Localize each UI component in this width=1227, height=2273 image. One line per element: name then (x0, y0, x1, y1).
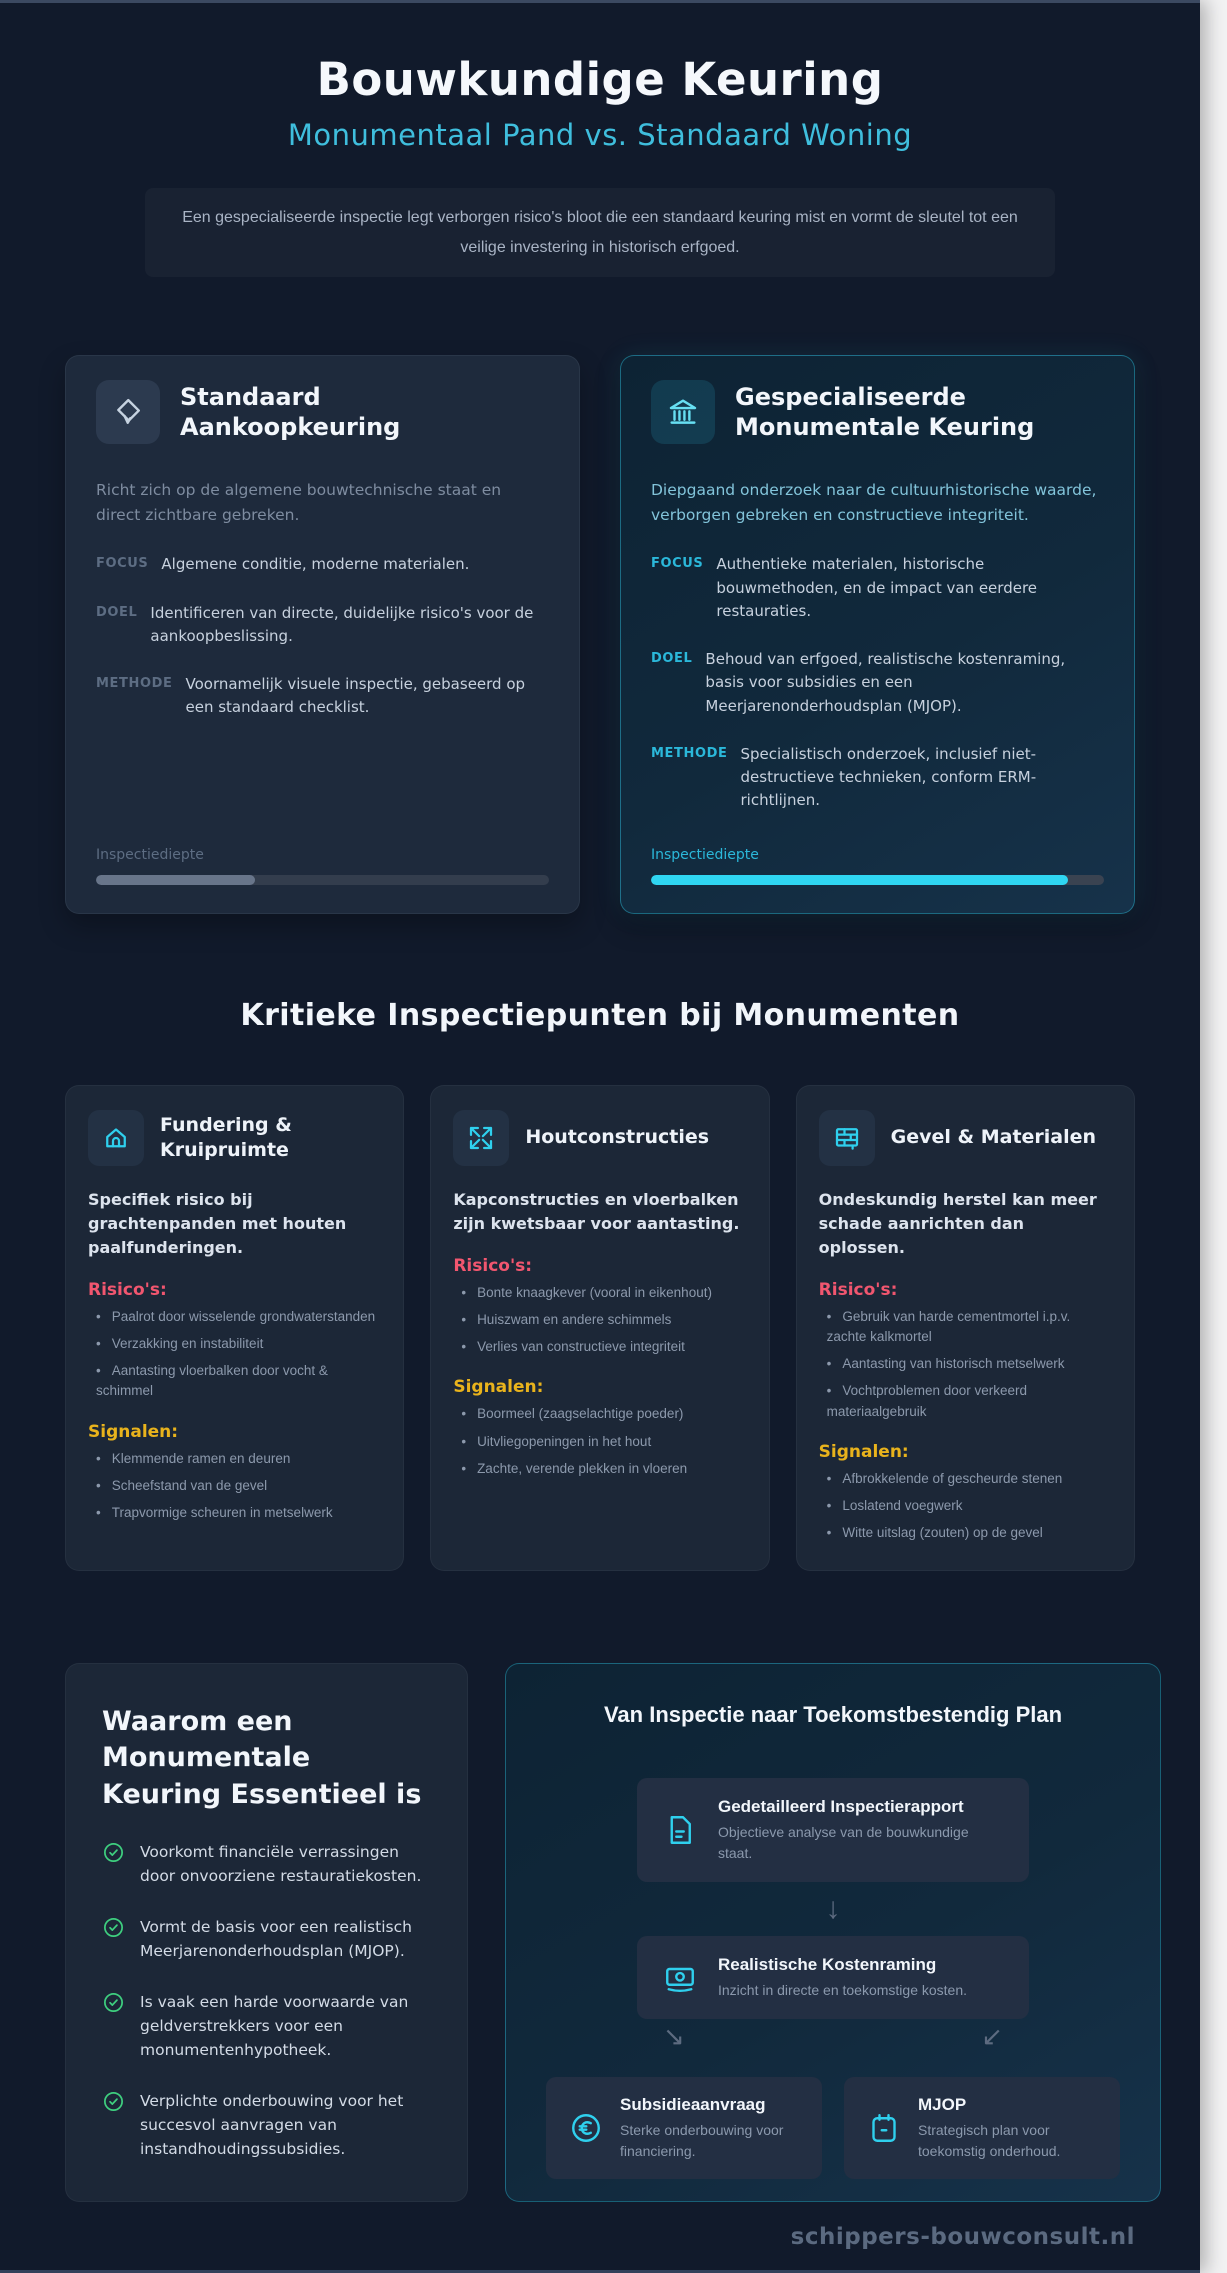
flow-step-mjop (844, 2077, 1120, 2179)
checkpoint-pin-icon (96, 380, 160, 444)
row-label: METHODE (651, 745, 728, 761)
risk-item: • Huiszwam en andere schimmels (453, 1310, 746, 1330)
risk-item: • Aantasting van historisch metselwerk (819, 1354, 1112, 1374)
row-label: FOCUS (96, 556, 149, 572)
row-text: Behoud van erfgoed, realistische kostenraming, basis voor subsidies en een Meerjarenonderhoudsplan (MJOP). (705, 650, 1066, 715)
risk-item: • Verlies van constructieve integriteit (453, 1337, 746, 1357)
why-item (102, 1840, 431, 1888)
signal-item: • Afbrokkelende of gescheurde stenen (819, 1469, 1112, 1489)
page-subtitle: Monumentaal Pand vs. Standaard Woning (287, 118, 913, 152)
row-text: Voornamelijk visuele inspectie, gebaseerd op een standaard checklist. (185, 675, 526, 717)
card-description: Richt zich op de algemene bouwtechnische staat en direct zichtbare gebreken. (96, 481, 502, 525)
flow-step-subtitle: Sterke onderbouwing voor financiering. (620, 2122, 784, 2159)
flow-step-title: Subsidieaanvraag (620, 2095, 766, 2115)
card-title: Fundering & Kruipruimte (160, 1113, 292, 1161)
foundation-card (65, 1085, 404, 1571)
wood-structures-card (430, 1085, 769, 1571)
methode-row (651, 743, 1104, 813)
flow-step-subtitle: Inzicht in directe en toekomstige kosten. (718, 1982, 968, 1999)
banknote-icon (662, 1960, 698, 1996)
flow-step-cost-estimate (637, 1936, 1029, 2019)
why-text: Vormt de basis voor een realistisch Meerjarenonderhoudsplan (MJOP). (140, 1918, 412, 1961)
row-text: Specialistisch onderzoek, inclusief niet-destructieve technieken, conform ERM-richtlijnen. (740, 744, 1037, 810)
expand-arrows-icon (453, 1110, 509, 1166)
signal-item: • Trapvormige scheuren in metselwerk (88, 1503, 381, 1523)
row-text: Authentieke materialen, historische bouwmethoden, en de impact van eerdere restauraties. (716, 555, 1038, 620)
risk-item: • Bonte knaagkever (vooral in eikenhout) (453, 1283, 746, 1303)
flow-title: Van Inspectie naar Toekomstbestendig Plan (603, 1701, 1063, 1727)
risk-item: • Gebruik van harde cementmortel i.p.v. zachte kalkmortel (819, 1307, 1112, 1348)
why-item (102, 1990, 431, 2062)
inspection-depth-meter (96, 813, 549, 885)
risk-item: • Verzakking en instabiliteit (88, 1334, 381, 1354)
card-title: Gespecialiseerde Monumentale Keuring (735, 383, 1035, 442)
check-circle-icon (102, 1916, 125, 1963)
flow-step-texts (620, 2095, 800, 2161)
signals-label: Signalen: (88, 1421, 179, 1442)
flow-step-texts (718, 1955, 967, 2000)
split-arrows (663, 2021, 1003, 2052)
monumental-inspection-card (620, 355, 1135, 913)
focus-row (651, 553, 1104, 623)
flow-step-title: MJOP (918, 2095, 967, 2115)
flow-step-inspection-report (637, 1778, 1029, 1882)
flow-step-title: Gedetailleerd Inspectierapport (718, 1797, 964, 1817)
card-header (651, 380, 1104, 444)
card-summary: Ondeskundig herstel kan meer schade aanrichten dan oplossen. (818, 1189, 1097, 1257)
doel-row (651, 648, 1104, 718)
why-text: Voorkomt financiële verrassingen door onvoorziene restauratiekosten. (140, 1842, 422, 1885)
card-summary: Kapconstructies en vloerbalken zijn kwetsbaar voor aantasting. (453, 1189, 740, 1233)
comparison-section (65, 355, 1135, 913)
why-text: Is vaak een harde voorwaarde van geldverstrekkers voor een monumentenhypotheek. (140, 1993, 409, 2060)
inspection-section-title: Kritieke Inspectiepunten bij Monumenten (240, 997, 960, 1033)
flow-step-texts (718, 1797, 1004, 1863)
risk-item: • Aantasting vloerbalken door vocht & schimmel (88, 1361, 381, 1402)
plan-flow-card (505, 1663, 1161, 2202)
house-icon (88, 1110, 144, 1166)
intro-paragraph: Een gespecialiseerde inspectie legt verborgen risico's bloot die een standaard keuring mist en vormt de sleutel tot een veilige investering in historisch erfgoed. (145, 188, 1055, 277)
signals-label: Signalen: (453, 1377, 544, 1398)
card-header (96, 380, 549, 444)
row-label: DOEL (96, 604, 138, 620)
row-text: Identificeren van directe, duidelijke risico's voor de aankoopbeslissing. (150, 603, 534, 645)
card-header (819, 1110, 1112, 1166)
card-title: Houtconstructies (525, 1126, 710, 1149)
why-item (102, 1915, 431, 1963)
signals-label: Signalen: (818, 1441, 909, 1462)
flow-step-title: Realistische Kostenraming (718, 1955, 937, 1975)
meter-fill (96, 875, 255, 885)
facade-materials-card (796, 1085, 1135, 1571)
website-footer: schippers-bouwconsult.nl (790, 2224, 1135, 2251)
page-title: Bouwkundige Keuring (316, 53, 884, 106)
signal-item: • Klemmende ramen en deuren (88, 1449, 381, 1469)
why-text: Verplichte onderbouwing voor het succesvol aanvragen van instandhoudingssubsidies. (140, 2092, 404, 2159)
flow-step-subtitle: Strategisch plan voor toekomstig onderhoud. (918, 2122, 1061, 2159)
calendar-icon (866, 2110, 902, 2146)
bottom-section (65, 1663, 1135, 2202)
inspection-cards (65, 1085, 1135, 1571)
meter-track (651, 875, 1104, 885)
flow-step-texts (918, 2095, 1098, 2161)
card-description: Diepgaand onderzoek naar de cultuurhistorische waarde, verborgen gebreken en constructieve integriteit. (651, 481, 1097, 525)
risks-label: Risico's: (88, 1279, 167, 1300)
euro-circle-icon (568, 2110, 604, 2146)
check-circle-icon (102, 1841, 125, 1888)
risk-item: • Paalrot door wisselende grondwaterstanden (88, 1307, 381, 1327)
card-title: Gevel & Materialen (890, 1126, 1097, 1149)
doel-row (96, 602, 549, 649)
risks-label: Risico's: (818, 1279, 898, 1300)
risk-item: • Vochtproblemen door verkeerd materiaalgebruik (819, 1381, 1112, 1422)
file-text-icon (662, 1812, 698, 1848)
inspection-depth-meter (651, 813, 1104, 885)
signal-item: • Loslatend voegwerk (819, 1496, 1112, 1516)
why-item (102, 2089, 431, 2161)
flow-step-subsidy (546, 2077, 822, 2179)
focus-row (96, 553, 549, 576)
row-label: FOCUS (651, 556, 704, 572)
bank-building-icon (651, 380, 715, 444)
brick-wall-icon (819, 1110, 875, 1166)
signal-item: • Scheefstand van de gevel (88, 1476, 381, 1496)
methode-row (96, 673, 549, 720)
why-essential-card (65, 1663, 468, 2202)
row-text: Algemene conditie, moderne materialen. (161, 555, 470, 574)
down-right-arrow-icon: ↘ (663, 2021, 685, 2052)
why-title: Waarom een Monumentale Keuring Essentieel is (102, 1705, 422, 1810)
flow-final-steps (546, 2077, 1120, 2179)
risks-label: Risico's: (453, 1255, 533, 1276)
card-header (453, 1110, 746, 1166)
signal-item: • Zachte, verende plekken in vloeren (453, 1459, 746, 1479)
check-circle-icon (102, 1991, 125, 2062)
card-title: Standaard Aankoopkeuring (180, 383, 401, 442)
meter-label: Inspectiediepte (651, 846, 759, 863)
down-left-arrow-icon: ↙ (981, 2021, 1003, 2052)
row-label: METHODE (96, 676, 173, 692)
row-label: DOEL (651, 651, 693, 667)
signal-item: • Uitvliegopeningen in het hout (453, 1432, 746, 1452)
signal-item: • Witte uitslag (zouten) op de gevel (819, 1523, 1112, 1543)
signal-item: • Boormeel (zaagselachtige poeder) (453, 1404, 746, 1424)
check-circle-icon (102, 2090, 125, 2161)
flow-diagram (546, 1778, 1120, 2162)
card-summary: Specifiek risico bij grachtenpanden met houten paalfunderingen. (88, 1189, 347, 1257)
flow-step-subtitle: Objectieve analyse van de bouwkundige staat. (718, 1824, 969, 1861)
standard-inspection-card (65, 355, 580, 913)
meter-track (96, 875, 549, 885)
down-arrow-icon: ↓ (825, 1892, 841, 1926)
card-header (88, 1110, 381, 1166)
meter-fill (651, 875, 1068, 885)
meter-label: Inspectiediepte (96, 846, 204, 863)
